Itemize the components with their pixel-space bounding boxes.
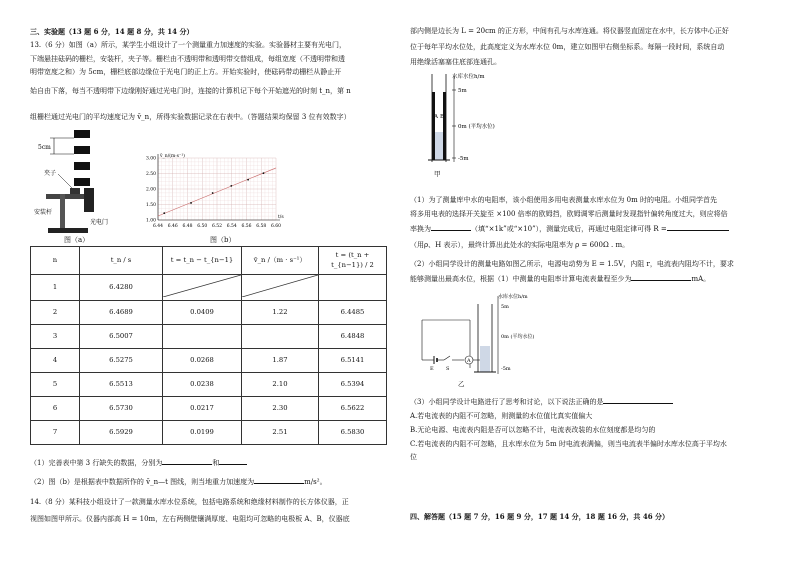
electrode-a [432,92,435,160]
q13-sub1: （1）完善表中第 3 行缺失的数据，分别为 和 [30,459,247,468]
fence-bar-4 [74,178,90,186]
tick-top: 5m [458,88,467,94]
figure-jia [414,72,524,180]
y-tick-label: 2.50 [146,172,157,177]
x-tick-label: 6.46 [167,224,178,229]
x-tick-label: 6.50 [197,224,208,229]
q14-line2: 视图如图甲所示。仪器内部高 H = 10m，左右两侧壁镶满厚度、电阻均可忽略的电极板 A、B，仪器底 [30,515,350,523]
x-tick-label: 6.54 [226,224,237,229]
table-cell [242,325,319,349]
x-tick-label: 6.60 [271,224,282,229]
battery-label: E [430,366,434,372]
table-row [31,301,387,325]
q13-line5: 组栅栏通过光电门的平均速度记为 v̄_n，所得实验数据记录在右表中。（答题结果均保留 3 位有效数字） [30,113,351,121]
table-cell: 1 [31,275,80,301]
water-fill [480,346,490,372]
table-header-row [31,247,387,275]
table-header-cell: t = (t_n + t_{n−1}) / 2 [319,247,387,275]
axis-label: 水库水位h/m [452,74,485,80]
label-5cm: 5cm [38,144,51,151]
tick-bottom: -5m [501,366,511,372]
answer-blank[interactable] [603,403,673,404]
option-a[interactable]: A.若电流表的内阻不可忽略，则测量的水位值比真实值偏大 [410,412,593,420]
table-row [31,349,387,373]
label-gate: 光电门 [90,219,109,226]
x-tick-label: 6.52 [212,224,223,229]
q14-r3: 用绝缘活塞塞住底部连通孔。 [410,58,501,66]
table-row [31,397,387,421]
y-tick-label: 1.50 [146,203,157,208]
water-level-fill [435,132,443,160]
data-point [263,172,265,174]
fence-bar-3 [74,162,90,170]
q14-s1a: （1）为了测量库中水的电阻率，该小组使用多用电表测量水库水位为 0m 时的电阻。小组同学首先 [410,196,717,204]
table-cell: 5 [31,373,80,397]
table-cell: 0.0238 [163,373,242,397]
answer-blank[interactable] [219,464,247,465]
figure-caption: 甲 [434,170,441,178]
table-row [31,275,387,301]
x-tick-label: 6.48 [182,224,193,229]
electrode-b [443,92,446,160]
answer-blank[interactable] [431,230,471,231]
stand-pole [60,194,65,230]
table-cell: 6.4689 [80,301,163,325]
table-cell [163,325,242,349]
q14-s1b: 将多用电表的选择开关旋至 ×100 倍率的欧姆挡，欧姆调零后测量时发现指针偏转角度过大，则应将倍 [410,210,728,218]
table-cell: 0.0199 [163,421,242,445]
tick-zero: 0m (平均水位) [501,334,534,340]
table-cell: 6.5929 [80,421,163,445]
answer-blank[interactable] [631,280,691,281]
data-table [30,246,387,445]
switch-label: S [446,366,450,372]
tick-bottom: -5m [458,156,469,162]
table-cell: 6.5141 [319,349,387,373]
figure-caption: 乙 [458,380,465,388]
option-b[interactable]: B.无论电源、电流表内阻是否可以忽略不计，电流表改装的水位刻度都是均匀的 [410,426,656,434]
table-cell: 2 [31,301,80,325]
table-cell: 6.5622 [319,397,387,421]
section4-title: 四、解答题（15 题 7 分，16 题 9 分，17 题 14 分，18 题 16 分，共 46 分） [410,512,670,521]
q14-s3: （3）小组同学设计电路进行了思考和讨论，以下说法正确的是 [410,398,673,407]
table-cell [319,275,387,301]
data-point [163,212,165,214]
q14-s1d: （用ρ、H 表示），最终计算出此处水的实际电阻率为 ρ = 600Ω . m。 [410,241,630,249]
y-tick-label: 1.00 [146,218,157,224]
y-tick-label: 3.00 [146,156,157,162]
table-cell: 6.5007 [80,325,163,349]
q13-sub2: （2）图（b）是根据表中数据所作的 v̄_n—t 图线，则当地重力加速度为 m/s²。 [30,478,327,486]
figure-b-chart [140,150,290,236]
table-header-cell: n [31,247,80,275]
q14-s2a: （2）小组同学设计的测量电路如图乙所示，电源电动势为 E = 1.5V，内阻 r，电流表内阻均不计，要求 [410,260,734,268]
table-cell: 0.0409 [163,301,242,325]
option-c-line1[interactable]: C.若电流表的内阻不可忽略，且水库水位为 5m 时电流表满偏，则当电流表半偏时水库水位高于平均水 [410,440,727,448]
section3-title: 三、实验题（13 题 6 分，14 题 8 分，共 14 分） [30,27,194,36]
table-cell: 1.87 [242,349,319,373]
table-cell: 7 [31,421,80,445]
x-tick-label: 6.44 [153,224,164,229]
table-cell: 6 [31,397,80,421]
table-cell: 6.5394 [319,373,387,397]
q14-s1c: 率换为 （填“×1k”或“×10”），测量完成后，再通过电阻定律可得 R = [410,225,729,234]
table-cell: 6.4280 [80,275,163,301]
table-cell: 0.0268 [163,349,242,373]
tick-top: 5m [501,304,509,310]
table-cell: 6.4485 [319,301,387,325]
stand-base [48,228,88,233]
table-cell: 2.51 [242,421,319,445]
table-row [31,373,387,397]
photogate [84,188,94,212]
q13-line2: 下端悬挂砝码的栅栏，安装杆，夹子等。栅栏由不透明带和透明带交替组成，每组宽度（不透明带和透 [30,55,345,63]
table-cell: 0.0217 [163,397,242,421]
table-cell [242,275,319,301]
table-cell: 2.30 [242,397,319,421]
data-point [230,185,232,187]
answer-blank[interactable] [254,483,304,484]
figure-b-caption: 图（b） [210,236,236,244]
data-point [190,202,192,204]
table-header-cell: v̄_n /（m · s⁻¹） [242,247,319,275]
q13-line1: 13.（6 分）如图（a）所示，某学生小组设计了一个测量重力加速度的实验。实验器材主要有光电门， [30,41,346,49]
data-point [212,192,214,194]
figure-yi [414,290,534,390]
figure-a-apparatus [32,128,132,244]
fence-bar-1 [74,130,90,138]
label-b: B [440,114,445,120]
q14-r1: 部内侧是边长为 L = 20cm 的正方形，中间有孔与水库连通。将仪器竖直固定在水中，长方体中心正好 [410,27,729,35]
data-point [247,179,249,181]
figure-a-caption: 图（a） [64,236,90,244]
fence-bar-2 [74,146,90,154]
answer-blank[interactable] [667,230,729,231]
table-row [31,325,387,349]
table-cell: 3 [31,325,80,349]
x-tick-label: 6.56 [241,224,252,229]
label-clip: 夹子 [44,170,57,177]
table-cell: 6.5513 [80,373,163,397]
ammeter-label: A [467,358,471,364]
table-cell: 6.5830 [319,421,387,445]
q14-r2: 位于每年平均水位处，此高度定义为水库水位 0m，建立如图甲右侧坐标系。每隔一段时间，系统自动 [410,43,725,51]
table-cell: 2.10 [242,373,319,397]
table-cell: 4 [31,349,80,373]
table-cell: 6.4848 [319,325,387,349]
label-rod: 安装杆 [34,209,53,216]
option-c-line2[interactable]: 位 [410,453,417,461]
q13-line4: 始自由下落，每当不透明带下边缘刚好通过光电门时，连接的计算机记下每个开始遮光的时刻 t_n，第 n [30,87,351,95]
table-cell: 1.22 [242,301,319,325]
y-tick-label: 2.00 [146,187,157,193]
table-header-cell: t = t_n − t_{n−1} [163,247,242,275]
table-cell: 6.5275 [80,349,163,373]
q14-s2b: 能够测量出最高水位，根据（1）中测量的电阻率计算电流表量程至少为 mA。 [410,275,711,283]
table-header-cell: t_n / s [80,247,163,275]
table-cell [163,275,242,301]
table-cell: 6.5730 [80,397,163,421]
answer-blank[interactable] [162,464,212,465]
x-tick-label: 6.58 [256,224,267,229]
y-axis-label: v̄_n/(m·s⁻¹) [160,154,185,159]
q14-line1: 14.（8 分）某科技小组设计了一款测量水库水位系统，包括电路系统和绝缘材料制作的长方体仪器，正 [30,498,349,506]
tick-zero: 0m (平均水位) [458,124,495,130]
mount-rod [46,194,90,199]
q13-line3: 明带宽度之和）为 5cm，栅栏底部边缘位于光电门的正上方。开始实验时，使砝码带动栅栏从静止开 [30,68,342,76]
label-a: A [434,114,438,120]
table-row [31,421,387,445]
axis-label: 水库水位h/m [498,294,528,300]
x-axis-label: t/s [278,215,284,220]
